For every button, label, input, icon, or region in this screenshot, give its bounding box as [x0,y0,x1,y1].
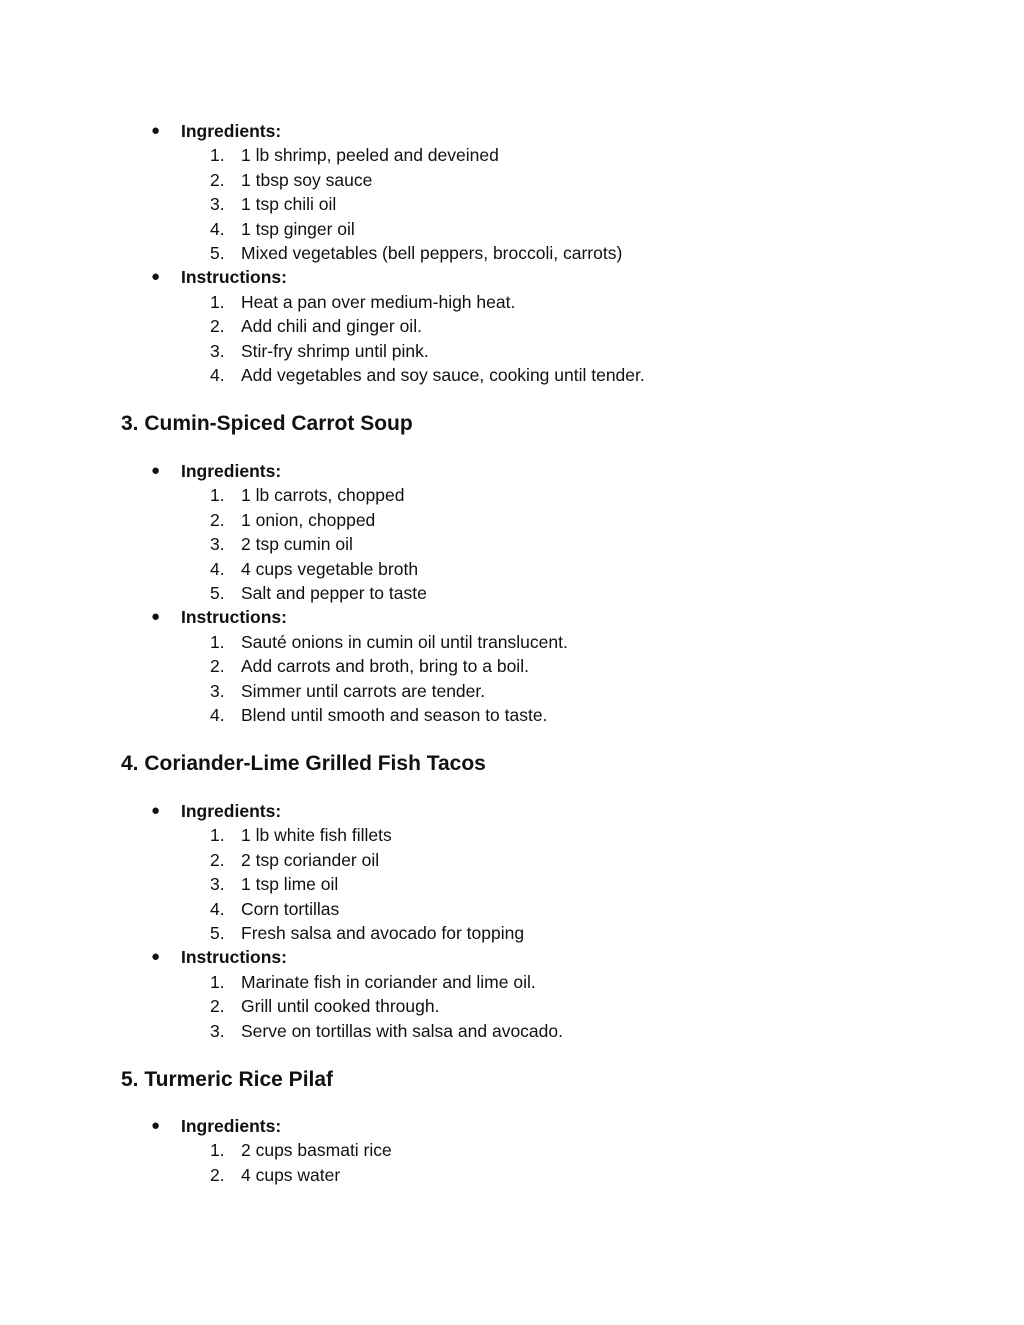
list-item: 2. 1 tbsp soy sauce [210,169,373,190]
list-item: 1. Sauté onions in cumin oil until translucent. [210,631,568,652]
recipe-4-title: 4. Coriander-Lime Grilled Fish Tacos [121,752,486,775]
list-item: 4. Add vegetables and soy sauce, cooking until tender. [210,364,645,385]
list-item: 3. 1 tsp lime oil [210,874,339,895]
ingredients-heading: ● Ingredients: [121,459,981,483]
list-item: 3. Simmer until carrots are tender. [210,680,486,701]
ingredients-heading: ● Ingredients: [121,119,981,143]
list-item: 3. Serve on tortillas with salsa and avocado. [210,1020,563,1041]
list-item: 2. 2 tsp coriander oil [210,849,380,870]
list-item: 4. 4 cups vegetable broth [210,558,419,579]
bullet-icon: ● [151,268,161,286]
list-item: 1. Marinate fish in coriander and lime oil. [210,971,536,992]
recipe-3-body [121,459,981,727]
list-item: 3. Stir-fry shrimp until pink. [210,340,429,361]
ingredients-heading: ● Ingredients: [121,799,981,823]
bullet-icon: ● [151,462,161,479]
bullet-icon: ● [151,948,161,966]
bullet-icon: ● [151,802,161,819]
list-item: 2. Add chili and ginger oil. [210,316,422,337]
recipe-2-body [121,119,981,387]
list-item: 2. 1 onion, chopped [210,509,376,530]
list-item: 1. 1 lb white fish fillets [210,825,392,846]
instructions-heading: ● Instructions: [121,605,981,629]
list-item: 5. Salt and pepper to taste [210,582,427,603]
list-item: 1. 1 lb shrimp, peeled and deveined [210,145,499,166]
list-item: 1. Heat a pan over medium-high heat. [210,291,516,312]
bullet-icon: ● [151,1117,161,1134]
bullet-icon: ● [151,122,161,139]
instructions-heading: ● Instructions: [121,265,981,289]
recipe-3-title: 3. Cumin-Spiced Carrot Soup [121,412,413,435]
list-item: 1. 2 cups basmati rice [210,1140,392,1161]
list-item: 4. Blend until smooth and season to taste. [210,704,548,725]
recipe-4-body [121,799,981,1043]
recipe-5-title: 5. Turmeric Rice Pilaf [121,1068,334,1091]
ingredients-heading: ● Ingredients: [121,1114,981,1138]
list-item: 2. Add carrots and broth, bring to a boil. [210,656,529,677]
bullet-icon: ● [151,608,161,626]
list-item: 2. Grill until cooked through. [210,996,440,1017]
list-item: 5. Fresh salsa and avocado for topping [210,922,525,943]
list-item: 4. Corn tortillas [210,898,340,919]
list-item: 2. 4 cups water [210,1164,341,1185]
list-item: 1. 1 lb carrots, chopped [210,485,405,506]
list-item: 5. Mixed vegetables (bell peppers, broccoli, carrots) [210,242,623,263]
list-item: 4. 1 tsp ginger oil [210,218,355,239]
list-item: 3. 1 tsp chili oil [210,194,337,215]
recipe-5-body [121,1114,981,1187]
list-item: 3. 2 tsp cumin oil [210,534,353,555]
instructions-heading: ● Instructions: [121,945,981,969]
